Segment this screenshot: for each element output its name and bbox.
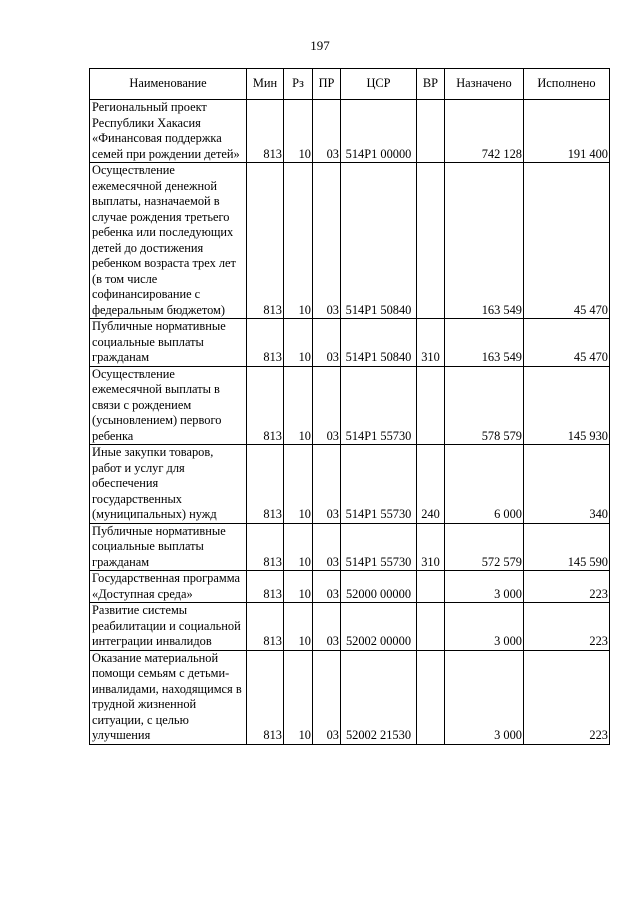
row-min: 813 [247,366,284,445]
row-name: Иные закупки товаров, работ и услуг для обеспечения государственных (муниципальных) нужд [90,445,247,524]
row-min: 813 [247,319,284,367]
row-min: 813 [247,100,284,163]
row-pr: 03 [313,163,341,319]
row-name: Региональный проект Республики Хакасия «Финансовая поддержка семей при рождении детей» [90,100,247,163]
row-assigned: 742 128 [445,100,524,163]
row-pr: 03 [313,603,341,651]
row-vr: 310 [417,523,445,571]
row-vr: 310 [417,319,445,367]
row-rz: 10 [284,366,313,445]
header-name: Наименование [90,69,247,100]
row-assigned: 6 000 [445,445,524,524]
row-assigned: 578 579 [445,366,524,445]
row-name: Осуществление ежемесячной выплаты в связи с рождением (усыновлением) первого ребенка [90,366,247,445]
row-rz: 10 [284,163,313,319]
table-row [90,100,610,163]
row-csr: 514P1 55730 [341,523,417,571]
row-rz: 10 [284,650,313,744]
row-vr [417,603,445,651]
row-csr: 52000 00000 [341,571,417,603]
row-rz: 10 [284,445,313,524]
row-pr: 03 [313,319,341,367]
row-executed: 145 590 [524,523,610,571]
row-pr: 03 [313,445,341,524]
row-name: Осуществление ежемесячной денежной выплаты, назначаемой в случае рождения третьего ребенка или последующих детей до достижения ребенком возраста трех лет (в том числе софинансирование с федеральным бюджетом) [90,163,247,319]
row-rz: 10 [284,603,313,651]
row-vr [417,100,445,163]
row-assigned: 3 000 [445,650,524,744]
table-row [90,571,610,603]
row-rz: 10 [284,319,313,367]
row-name: Развитие системы реабилитации и социальной интеграции инвалидов [90,603,247,651]
row-executed: 45 470 [524,319,610,367]
header-min: Мин [247,69,284,100]
row-rz: 10 [284,523,313,571]
row-vr [417,571,445,603]
row-csr: 514P1 50840 [341,319,417,367]
row-min: 813 [247,523,284,571]
row-executed: 145 930 [524,366,610,445]
row-min: 813 [247,603,284,651]
table-row [90,650,610,744]
row-csr: 52002 21530 [341,650,417,744]
row-executed: 340 [524,445,610,524]
row-vr: 240 [417,445,445,524]
header-rz: Рз [284,69,313,100]
header-vr: ВР [417,69,445,100]
row-name: Государственная программа «Доступная среда» [90,571,247,603]
row-csr: 514P1 55730 [341,366,417,445]
row-assigned: 3 000 [445,571,524,603]
row-name: Публичные нормативные социальные выплаты гражданам [90,523,247,571]
row-pr: 03 [313,523,341,571]
row-csr: 514P1 00000 [341,100,417,163]
row-vr [417,163,445,319]
row-vr [417,366,445,445]
row-min: 813 [247,163,284,319]
row-executed: 223 [524,603,610,651]
row-pr: 03 [313,366,341,445]
table-row [90,163,610,319]
header-assigned: Назначено [445,69,524,100]
row-rz: 10 [284,571,313,603]
row-min: 813 [247,445,284,524]
row-csr: 514P1 55730 [341,445,417,524]
table-row [90,319,610,367]
row-executed: 223 [524,650,610,744]
row-name: Публичные нормативные социальные выплаты гражданам [90,319,247,367]
row-executed: 45 470 [524,163,610,319]
header-executed: Исполнено [524,69,610,100]
row-csr: 514P1 50840 [341,163,417,319]
row-rz: 10 [284,100,313,163]
row-min: 813 [247,571,284,603]
header-csr: ЦСР [341,69,417,100]
row-assigned: 163 549 [445,163,524,319]
row-pr: 03 [313,100,341,163]
row-executed: 191 400 [524,100,610,163]
row-name: Оказание материальной помощи семьям с детьми-инвалидами, находящимся в трудной жизненной ситуации, с целью улучшения [90,650,247,744]
row-assigned: 3 000 [445,603,524,651]
row-pr: 03 [313,650,341,744]
row-assigned: 572 579 [445,523,524,571]
table-row [90,445,610,524]
row-min: 813 [247,650,284,744]
table-row [90,603,610,651]
table-header-row [90,69,610,100]
table-row [90,523,610,571]
row-vr [417,650,445,744]
table-row [90,366,610,445]
row-csr: 52002 00000 [341,603,417,651]
budget-table [89,68,610,745]
row-assigned: 163 549 [445,319,524,367]
row-pr: 03 [313,571,341,603]
page-number: 197 [310,38,330,53]
row-executed: 223 [524,571,610,603]
header-pr: ПР [313,69,341,100]
